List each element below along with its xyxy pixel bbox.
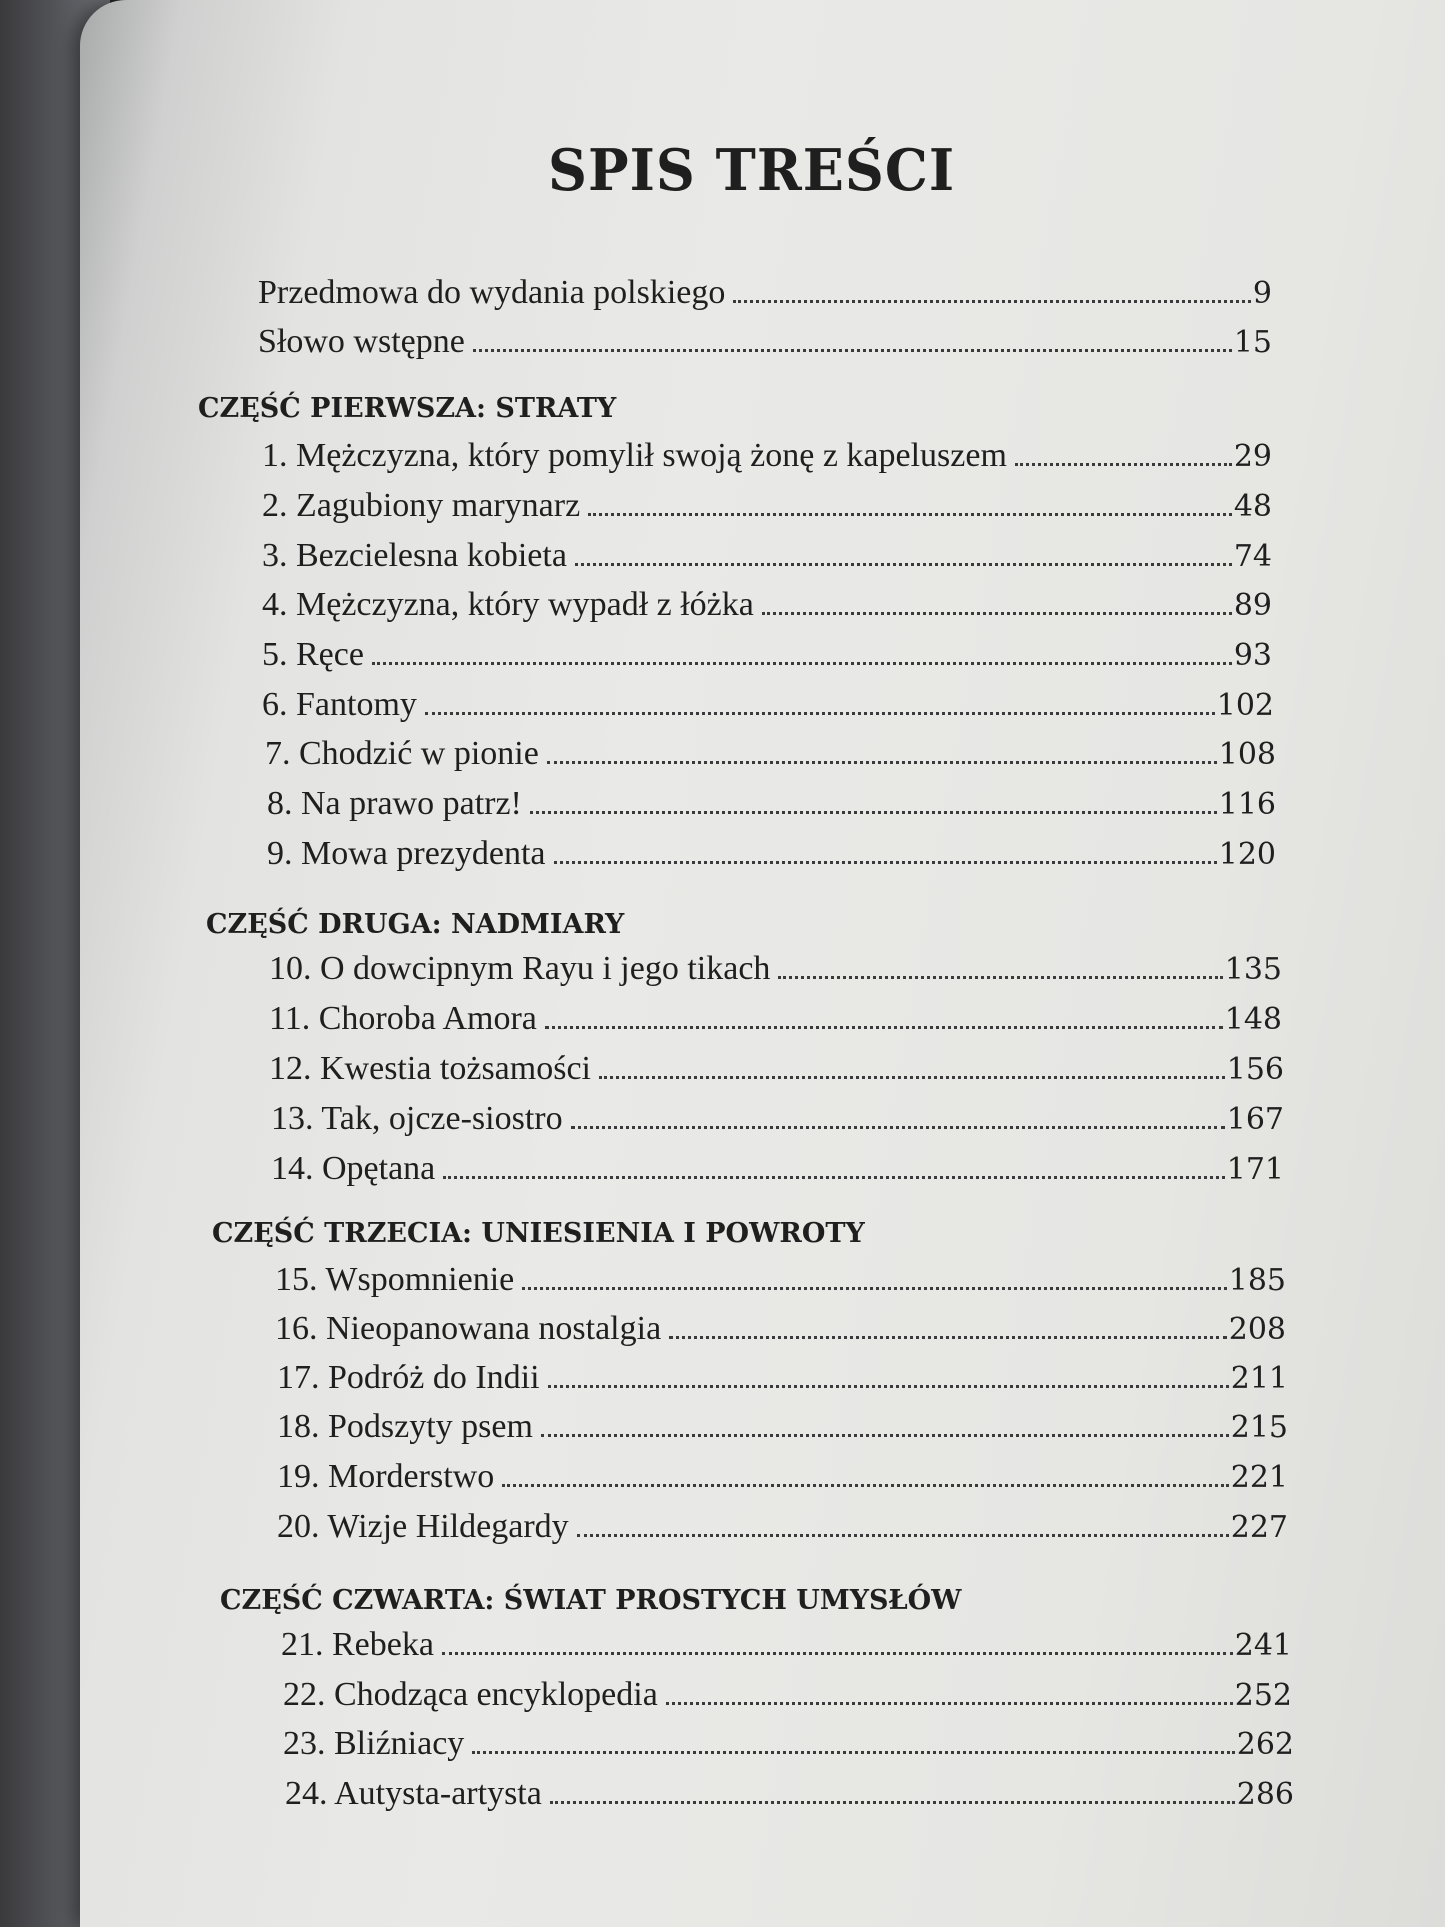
entry-page-number: 185 <box>1228 1263 1286 1298</box>
dot-leader <box>541 1434 1229 1437</box>
entry-title: Słowo wstępne <box>258 323 465 360</box>
dot-leader <box>502 1484 1229 1487</box>
dot-leader <box>443 1176 1224 1179</box>
entry-page-number: 241 <box>1234 1628 1292 1663</box>
part-heading: CZĘŚĆ PIERWSZA: STRATY <box>198 393 617 424</box>
entry-page-number: 167 <box>1226 1102 1284 1137</box>
entry-page-number: 29 <box>1233 439 1272 474</box>
chapter-entry <box>269 1000 1282 1046</box>
chapter-entry <box>267 835 1276 881</box>
entry-title: 8. Na prawo patrz! <box>267 785 522 822</box>
entry-page-number: 93 <box>1233 638 1272 673</box>
chapter-entry <box>271 1100 1284 1146</box>
chapter-entry <box>267 785 1276 831</box>
entry-title: 23. Bliźniacy <box>283 1725 465 1762</box>
entry-title: 2. Zagubiony marynarz <box>262 487 581 524</box>
dot-leader <box>669 1336 1227 1339</box>
entry-page-number: 9 <box>1252 276 1272 311</box>
entry-page-number: 208 <box>1228 1312 1286 1347</box>
dot-leader <box>425 712 1215 715</box>
dot-leader <box>554 861 1217 864</box>
entry-title: 20. Wizje Hildegardy <box>277 1508 569 1545</box>
entry-page-number: 215 <box>1230 1410 1288 1445</box>
entry-page-number: 156 <box>1226 1052 1284 1087</box>
chapter-entry <box>262 537 1272 583</box>
entry-title: 1. Mężczyzna, który pomylił swoją żonę z kapeluszem <box>262 437 1007 474</box>
entry-title: 11. Choroba Amora <box>269 1000 537 1037</box>
entry-title: 5. Ręce <box>262 636 364 673</box>
dot-leader <box>599 1076 1225 1079</box>
chapter-entry <box>262 636 1272 682</box>
dot-leader <box>666 1702 1233 1705</box>
chapter-entry <box>271 1150 1284 1196</box>
chapter-entry <box>277 1359 1288 1405</box>
entry-title: 24. Autysta-artysta <box>285 1775 542 1812</box>
entry-page-number: 120 <box>1218 837 1276 872</box>
dot-leader <box>1015 463 1232 466</box>
entry-title: 7. Chodzić w pionie <box>265 735 539 772</box>
dot-leader <box>577 1534 1229 1537</box>
entry-title: 18. Podszyty psem <box>277 1408 533 1445</box>
dot-leader <box>575 563 1232 566</box>
dot-leader <box>522 1287 1227 1290</box>
entry-page-number: 116 <box>1218 787 1276 822</box>
dot-leader <box>473 349 1232 352</box>
dot-leader <box>733 300 1251 303</box>
entry-page-number: 221 <box>1230 1460 1288 1495</box>
entry-title: 14. Opętana <box>271 1150 436 1187</box>
entry-page-number: 211 <box>1230 1361 1288 1396</box>
dot-leader <box>530 811 1217 814</box>
entry-title: 15. Wspomnienie <box>275 1261 515 1298</box>
dot-leader <box>472 1751 1234 1754</box>
dot-leader <box>545 1026 1223 1029</box>
chapter-entry <box>283 1676 1292 1722</box>
dot-leader <box>588 513 1232 516</box>
chapter-entry <box>277 1408 1288 1454</box>
chapter-entry <box>277 1458 1288 1504</box>
dot-leader <box>372 662 1232 665</box>
dot-leader <box>550 1801 1235 1804</box>
entry-title: 12. Kwestia tożsamości <box>269 1050 591 1087</box>
entry-title: 21. Rebeka <box>281 1626 434 1663</box>
entry-title: 6. Fantomy <box>262 686 417 723</box>
part-heading: CZĘŚĆ CZWARTA: ŚWIAT PROSTYCH UMYSŁÓW <box>220 1585 962 1616</box>
chapter-entry <box>269 1050 1284 1096</box>
dot-leader <box>548 1385 1229 1388</box>
entry-page-number: 15 <box>1233 325 1272 360</box>
chapter-entry <box>277 1508 1288 1554</box>
chapter-entry <box>283 1725 1294 1771</box>
entry-page-number: 102 <box>1216 688 1274 723</box>
chapter-entry <box>265 735 1276 781</box>
chapter-entry <box>262 487 1272 533</box>
entry-page-number: 262 <box>1236 1727 1294 1762</box>
entry-title: 9. Mowa prezydenta <box>267 835 546 872</box>
entry-page-number: 286 <box>1236 1777 1294 1812</box>
chapter-entry <box>262 586 1272 632</box>
dot-leader <box>442 1652 1233 1655</box>
entry-title: 22. Chodząca encyklopedia <box>283 1676 658 1713</box>
entry-title: 17. Podróż do Indii <box>277 1359 540 1396</box>
dot-leader <box>762 612 1232 615</box>
front-matter-entry <box>258 274 1272 320</box>
entry-title: 19. Morderstwo <box>277 1458 495 1495</box>
chapter-entry <box>275 1261 1286 1307</box>
dot-leader <box>778 976 1222 979</box>
entry-title: 4. Mężczyzna, który wypadł z łóżka <box>262 586 754 623</box>
entry-page-number: 171 <box>1226 1152 1284 1187</box>
front-matter-entry <box>258 323 1272 369</box>
chapter-entry <box>275 1310 1286 1356</box>
entry-title: 13. Tak, ojcze-siostro <box>271 1100 563 1137</box>
entry-title: 10. O dowcipnym Rayu i jego tikach <box>269 950 771 987</box>
entry-page-number: 135 <box>1224 952 1282 987</box>
part-heading: CZĘŚĆ DRUGA: NADMIARY <box>206 909 625 940</box>
entry-title: 3. Bezcielesna kobieta <box>262 537 567 574</box>
page-title: SPIS TREŚCI <box>548 136 956 204</box>
chapter-entry <box>262 437 1272 483</box>
dot-leader <box>571 1126 1225 1129</box>
entry-page-number: 227 <box>1230 1510 1288 1545</box>
entry-page-number: 108 <box>1218 737 1276 772</box>
part-heading: CZĘŚĆ TRZECIA: UNIESIENIA I POWROTY <box>212 1218 865 1249</box>
chapter-entry <box>269 950 1282 996</box>
entry-page-number: 148 <box>1224 1002 1282 1037</box>
chapter-entry <box>281 1626 1292 1672</box>
entry-page-number: 74 <box>1233 539 1272 574</box>
chapter-entry <box>285 1775 1294 1821</box>
entry-page-number: 48 <box>1233 489 1272 524</box>
entry-title: 16. Nieopanowana nostalgia <box>275 1310 662 1347</box>
chapter-entry <box>262 686 1274 732</box>
dot-leader <box>547 761 1217 764</box>
entry-title: Przedmowa do wydania polskiego <box>258 274 726 311</box>
entry-page-number: 89 <box>1233 588 1272 623</box>
entry-page-number: 252 <box>1234 1678 1292 1713</box>
